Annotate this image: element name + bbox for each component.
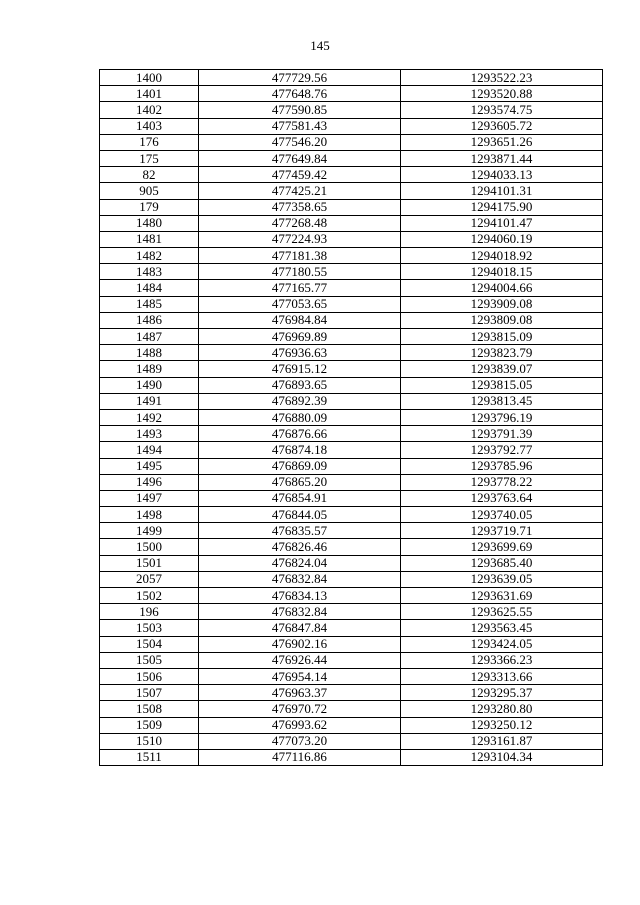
table-row <box>100 490 603 506</box>
point-number-cell: 1494 <box>100 442 199 458</box>
y-coordinate-cell: 1293785.96 <box>401 458 603 474</box>
x-coordinate-cell: 477648.76 <box>199 86 401 102</box>
table-row <box>100 86 603 102</box>
table-row <box>100 377 603 393</box>
point-number-cell: 1504 <box>100 636 199 652</box>
y-coordinate-cell: 1293161.87 <box>401 733 603 749</box>
point-number-cell: 1493 <box>100 426 199 442</box>
point-number-cell: 1502 <box>100 588 199 604</box>
table-row <box>100 426 603 442</box>
x-coordinate-cell: 476832.84 <box>199 604 401 620</box>
table-row <box>100 264 603 280</box>
y-coordinate-cell: 1293313.66 <box>401 668 603 684</box>
x-coordinate-cell: 476880.09 <box>199 409 401 425</box>
x-coordinate-cell: 476954.14 <box>199 668 401 684</box>
y-coordinate-cell: 1294018.92 <box>401 248 603 264</box>
point-number-cell: 1508 <box>100 701 199 717</box>
y-coordinate-cell: 1294101.47 <box>401 215 603 231</box>
point-number-cell: 1486 <box>100 312 199 328</box>
y-coordinate-cell: 1294018.15 <box>401 264 603 280</box>
x-coordinate-cell: 476835.57 <box>199 523 401 539</box>
point-number-cell: 1505 <box>100 652 199 668</box>
point-number-cell: 1492 <box>100 409 199 425</box>
point-number-cell: 1484 <box>100 280 199 296</box>
table-row <box>100 474 603 490</box>
table-row <box>100 442 603 458</box>
table-row <box>100 458 603 474</box>
point-number-cell: 1509 <box>100 717 199 733</box>
y-coordinate-cell: 1293792.77 <box>401 442 603 458</box>
table-row <box>100 620 603 636</box>
y-coordinate-cell: 1293295.37 <box>401 685 603 701</box>
x-coordinate-cell: 476984.84 <box>199 312 401 328</box>
point-number-cell: 1511 <box>100 749 199 765</box>
x-coordinate-cell: 477053.65 <box>199 296 401 312</box>
y-coordinate-cell: 1293631.69 <box>401 588 603 604</box>
y-coordinate-cell: 1293796.19 <box>401 409 603 425</box>
table-row <box>100 361 603 377</box>
x-coordinate-cell: 476902.16 <box>199 636 401 652</box>
table-row <box>100 507 603 523</box>
table-row <box>100 749 603 765</box>
table-row <box>100 555 603 571</box>
y-coordinate-cell: 1293778.22 <box>401 474 603 490</box>
x-coordinate-cell: 476865.20 <box>199 474 401 490</box>
y-coordinate-cell: 1293815.05 <box>401 377 603 393</box>
coordinates-table <box>99 69 603 766</box>
y-coordinate-cell: 1293520.88 <box>401 86 603 102</box>
table-row <box>100 604 603 620</box>
x-coordinate-cell: 477649.84 <box>199 150 401 166</box>
point-number-cell: 1491 <box>100 393 199 409</box>
x-coordinate-cell: 477590.85 <box>199 102 401 118</box>
point-number-cell: 1489 <box>100 361 199 377</box>
x-coordinate-cell: 477116.86 <box>199 749 401 765</box>
point-number-cell: 1503 <box>100 620 199 636</box>
table-row <box>100 280 603 296</box>
x-coordinate-cell: 476892.39 <box>199 393 401 409</box>
y-coordinate-cell: 1294175.90 <box>401 199 603 215</box>
coordinates-table-body <box>100 70 603 766</box>
x-coordinate-cell: 476993.62 <box>199 717 401 733</box>
table-row <box>100 134 603 150</box>
table-row <box>100 571 603 587</box>
point-number-cell: 1400 <box>100 70 199 86</box>
x-coordinate-cell: 476963.37 <box>199 685 401 701</box>
point-number-cell: 1501 <box>100 555 199 571</box>
point-number-cell: 1482 <box>100 248 199 264</box>
y-coordinate-cell: 1293250.12 <box>401 717 603 733</box>
x-coordinate-cell: 476824.04 <box>199 555 401 571</box>
y-coordinate-cell: 1293909.08 <box>401 296 603 312</box>
x-coordinate-cell: 477546.20 <box>199 134 401 150</box>
y-coordinate-cell: 1293823.79 <box>401 345 603 361</box>
table-row <box>100 215 603 231</box>
y-coordinate-cell: 1294060.19 <box>401 231 603 247</box>
y-coordinate-cell: 1294033.13 <box>401 167 603 183</box>
table-row <box>100 685 603 701</box>
point-number-cell: 1496 <box>100 474 199 490</box>
y-coordinate-cell: 1293813.45 <box>401 393 603 409</box>
y-coordinate-cell: 1293563.45 <box>401 620 603 636</box>
point-number-cell: 196 <box>100 604 199 620</box>
table-row <box>100 118 603 134</box>
y-coordinate-cell: 1293366.23 <box>401 652 603 668</box>
y-coordinate-cell: 1293522.23 <box>401 70 603 86</box>
y-coordinate-cell: 1293719.71 <box>401 523 603 539</box>
x-coordinate-cell: 477268.48 <box>199 215 401 231</box>
point-number-cell: 1487 <box>100 329 199 345</box>
x-coordinate-cell: 477180.55 <box>199 264 401 280</box>
x-coordinate-cell: 476936.63 <box>199 345 401 361</box>
point-number-cell: 175 <box>100 150 199 166</box>
point-number-cell: 1499 <box>100 523 199 539</box>
x-coordinate-cell: 477729.56 <box>199 70 401 86</box>
table-row <box>100 701 603 717</box>
point-number-cell: 1490 <box>100 377 199 393</box>
y-coordinate-cell: 1293625.55 <box>401 604 603 620</box>
x-coordinate-cell: 477358.65 <box>199 199 401 215</box>
point-number-cell: 1480 <box>100 215 199 231</box>
table-row <box>100 636 603 652</box>
point-number-cell: 1507 <box>100 685 199 701</box>
point-number-cell: 1495 <box>100 458 199 474</box>
x-coordinate-cell: 476834.13 <box>199 588 401 604</box>
x-coordinate-cell: 476869.09 <box>199 458 401 474</box>
point-number-cell: 176 <box>100 134 199 150</box>
x-coordinate-cell: 477425.21 <box>199 183 401 199</box>
x-coordinate-cell: 476926.44 <box>199 652 401 668</box>
point-number-cell: 82 <box>100 167 199 183</box>
y-coordinate-cell: 1293839.07 <box>401 361 603 377</box>
point-number-cell: 1403 <box>100 118 199 134</box>
y-coordinate-cell: 1293574.75 <box>401 102 603 118</box>
x-coordinate-cell: 476854.91 <box>199 490 401 506</box>
x-coordinate-cell: 476970.72 <box>199 701 401 717</box>
x-coordinate-cell: 476874.18 <box>199 442 401 458</box>
point-number-cell: 2057 <box>100 571 199 587</box>
table-row <box>100 393 603 409</box>
table-row <box>100 652 603 668</box>
table-row <box>100 296 603 312</box>
x-coordinate-cell: 477073.20 <box>199 733 401 749</box>
table-row <box>100 231 603 247</box>
table-row <box>100 102 603 118</box>
point-number-cell: 905 <box>100 183 199 199</box>
table-row <box>100 312 603 328</box>
x-coordinate-cell: 476893.65 <box>199 377 401 393</box>
x-coordinate-cell: 476844.05 <box>199 507 401 523</box>
table-row <box>100 248 603 264</box>
point-number-cell: 1500 <box>100 539 199 555</box>
y-coordinate-cell: 1294101.31 <box>401 183 603 199</box>
table-row <box>100 588 603 604</box>
x-coordinate-cell: 477459.42 <box>199 167 401 183</box>
point-number-cell: 1510 <box>100 733 199 749</box>
y-coordinate-cell: 1293763.64 <box>401 490 603 506</box>
point-number-cell: 1483 <box>100 264 199 280</box>
x-coordinate-cell: 477181.38 <box>199 248 401 264</box>
table-row <box>100 345 603 361</box>
x-coordinate-cell: 477581.43 <box>199 118 401 134</box>
y-coordinate-cell: 1294004.66 <box>401 280 603 296</box>
table-row <box>100 183 603 199</box>
point-number-cell: 1498 <box>100 507 199 523</box>
y-coordinate-cell: 1293809.08 <box>401 312 603 328</box>
y-coordinate-cell: 1293685.40 <box>401 555 603 571</box>
y-coordinate-cell: 1293424.05 <box>401 636 603 652</box>
y-coordinate-cell: 1293815.09 <box>401 329 603 345</box>
point-number-cell: 1485 <box>100 296 199 312</box>
y-coordinate-cell: 1293699.69 <box>401 539 603 555</box>
x-coordinate-cell: 477165.77 <box>199 280 401 296</box>
x-coordinate-cell: 476826.46 <box>199 539 401 555</box>
table-row <box>100 329 603 345</box>
x-coordinate-cell: 476876.66 <box>199 426 401 442</box>
y-coordinate-cell: 1293740.05 <box>401 507 603 523</box>
y-coordinate-cell: 1293651.26 <box>401 134 603 150</box>
point-number-cell: 1401 <box>100 86 199 102</box>
y-coordinate-cell: 1293791.39 <box>401 426 603 442</box>
point-number-cell: 1402 <box>100 102 199 118</box>
table-row <box>100 523 603 539</box>
y-coordinate-cell: 1293104.34 <box>401 749 603 765</box>
table-row <box>100 409 603 425</box>
table-row <box>100 70 603 86</box>
x-coordinate-cell: 476969.89 <box>199 329 401 345</box>
point-number-cell: 1506 <box>100 668 199 684</box>
x-coordinate-cell: 476915.12 <box>199 361 401 377</box>
x-coordinate-cell: 477224.93 <box>199 231 401 247</box>
table-row <box>100 733 603 749</box>
point-number-cell: 1497 <box>100 490 199 506</box>
x-coordinate-cell: 476847.84 <box>199 620 401 636</box>
point-number-cell: 179 <box>100 199 199 215</box>
table-row <box>100 668 603 684</box>
table-row <box>100 717 603 733</box>
table-row <box>100 150 603 166</box>
point-number-cell: 1488 <box>100 345 199 361</box>
page-number: 145 <box>310 38 330 53</box>
y-coordinate-cell: 1293639.05 <box>401 571 603 587</box>
y-coordinate-cell: 1293605.72 <box>401 118 603 134</box>
table-row <box>100 539 603 555</box>
point-number-cell: 1481 <box>100 231 199 247</box>
x-coordinate-cell: 476832.84 <box>199 571 401 587</box>
y-coordinate-cell: 1293871.44 <box>401 150 603 166</box>
y-coordinate-cell: 1293280.80 <box>401 701 603 717</box>
table-row <box>100 199 603 215</box>
table-row <box>100 167 603 183</box>
